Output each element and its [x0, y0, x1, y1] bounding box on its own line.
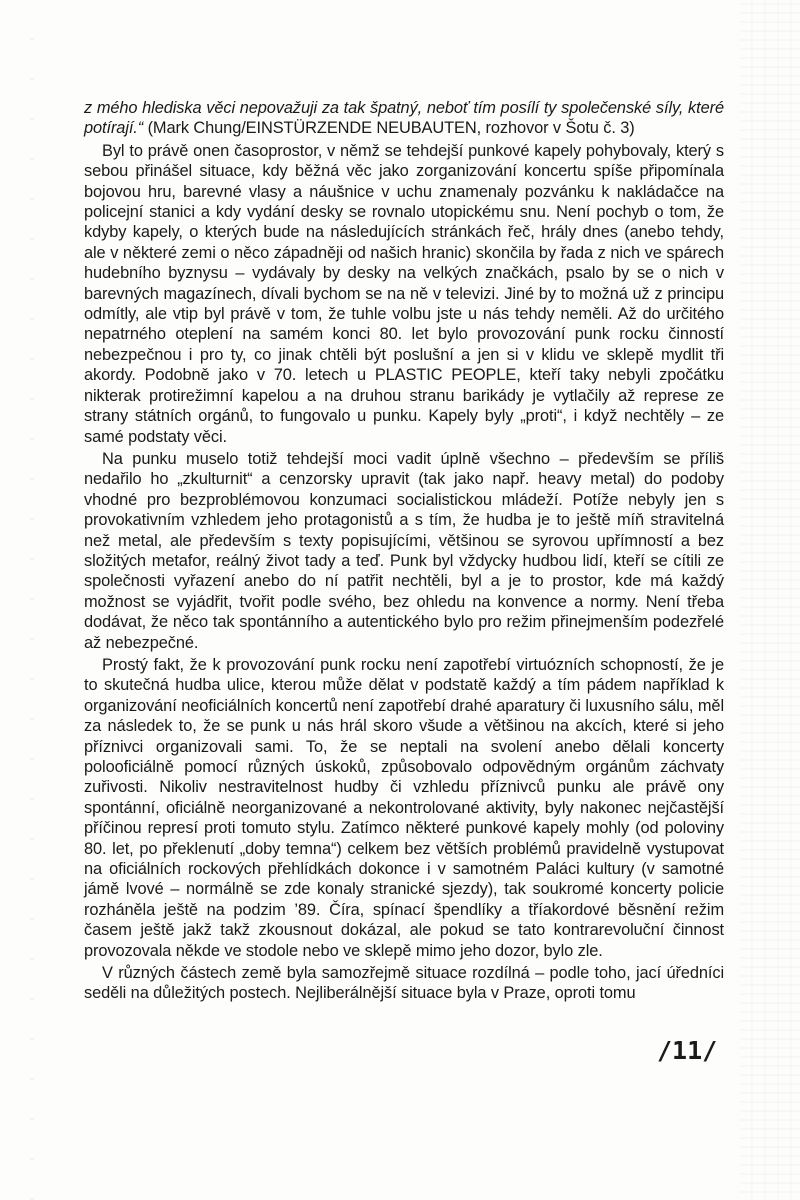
- paragraph: Na punku muselo totiž tehdejší moci vadit úplně všechno – především se příliš nedařilo ho „zkulturnit“ a cenzorsky upravit (tak jako např. heavy metal) do podoby vhodné pro bezproblémovou konzumaci socialistickou mládeží. Potíže nebyly jen s provokativním vzhledem jeho protagonistů a s tím, že hudba je to ještě míň stravitelná než metal, ale především s texty popisujícími, většinou se syrovou upřímností a bez složitých metafor, reálný život tady a teď. Punk byl vždycky hudbou lidí, kteří se cítili ze společnosti vyřazení anebo do ní patřit nechtěli, byl a je to prostor, kde má každý možnost se vyjádřit, tvořit podle svého, bez ohledu na konvence a normy. Není třeba dodávat, že něco tak spontánního a autentického bylo pro režim přinejmenším podezřelé až nebezpečné.: [84, 449, 724, 652]
- quote-paragraph: [84, 98, 724, 139]
- quote-source: (Mark Chung/EINSTÜRZENDE NEUBAUTEN, rozhovor v Šotu č. 3): [143, 119, 635, 138]
- page-number: /11/: [657, 1036, 718, 1065]
- body-text: [84, 98, 724, 1006]
- quote-italic: z mého hlediska věci nepovažuji za tak špatný, neboť tím posílí ty společenské síly, které potírají.“: [84, 99, 724, 138]
- scan-edge-noise: [740, 0, 800, 1200]
- paragraph: Byl to právě onen časoprostor, v němž se tehdejší punkové kapely pohybovaly, který s sebou přinášel situace, kdy běžná věc jako zorganizování koncertu spíše připomínala bojovou hru, barevné vlasy a náušnice v uchu znamenaly pozvánku k nakládačce na policejní stanici a kdy vydání desky se rovnalo utopickému snu. Není pochyb o tom, že kdyby kapely, o kterých bude na následujících stránkách řeč, hrály dnes (anebo tehdy, ale v některé zemi o něco západněji od našich hranic) skončila by řada z nich ve spárech hudebního byznysu – vydávaly by desky na velkých značkách, psalo by se o nich v barevných magazínech, dívali bychom se na ně v televizi. Jiné by to možná už z principu odmítly, ale vtip byl právě v tom, že tuhle volbu jste u nás tehdy neměli. Až do určitého nepatrného oteplení na samém konci 80. let bylo provozování punk rocku činností nebezpečnou i pro ty, co jinak chtěli být poslušní a jen si v klidu ve sklepě mydlit tři akordy. Podobně jako v 70. letech u PLASTIC PEOPLE, kteří taky nebyli zpočátku nikterak protirežimní kapelou a na druhou stranu barikády je vytlačily až represe ze strany státních orgánů, to fungovalo u punku. Kapely byly „proti“, i když nechtěly – ze samé podstaty věci.: [84, 141, 724, 446]
- paragraph: Prostý fakt, že k provozování punk rocku není zapotřebí virtuózních schopností, že je to skutečná hudba ulice, kterou může dělat v podstatě každý a tím pádem například k organizování neoficiálních koncertů není zapotřebí drahé aparatury či luxusního sálu, měl za následek to, že se punk u nás hrál skoro všude a většinou na akcích, které si jeho příznivci organizovali sami. To, že se neptali na svolení anebo dělali koncerty polooficiálně pomocí různých úskoků, způsobovalo odpovědným orgánům záchvaty zuřivosti. Nikoliv nestravitelnost hudby či vzhledu příznivců punku ale právě ony spontánní, oficiálně neorganizované a nekontrolované aktivity, byly nakonec nejčastější příčinou represí proti tomuto stylu. Zatímco některé punkové kapely mohly (od poloviny 80. let, po překlenutí „doby temna“) celkem bez větších problémů pravidelně vystupovat na oficiálních rockových přehlídkách dokonce i v samotném Paláci kultury (v samotné jámě lvové – normálně se zde konaly stranické sjezdy), tak soukromé koncerty policie rozháněla ještě na podzim ’89. Číra, spínací špendlíky a tříakordové běsnění režim časem ještě jakž takž zkousnout dokázal, ale pokud se tato kontrarevoluční činnost provozovala někde ve stodole nebo ve sklepě mimo jeho dozor, bylo zle.: [84, 655, 724, 960]
- scan-binding-shadow: [30, 0, 34, 1200]
- paragraph: V různých částech země byla samozřejmě situace rozdílná – podle toho, jací úředníci seděli na důležitých postech. Nejliberálnější situace byla v Praze, oproti tomu: [84, 964, 724, 1003]
